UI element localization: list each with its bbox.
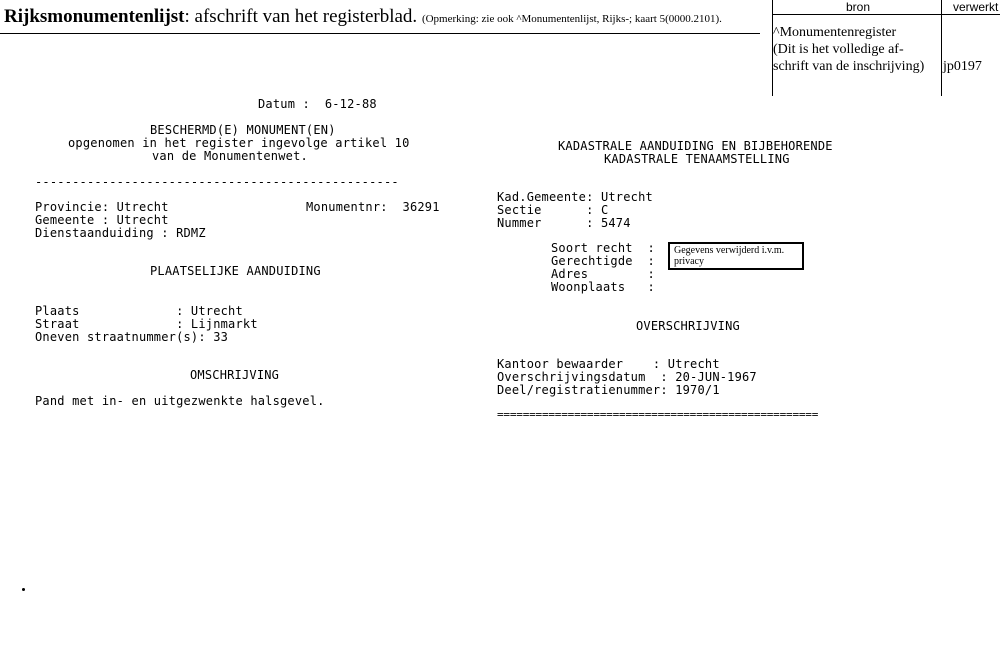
adres: Adres : [551, 267, 655, 281]
soort-recht: Soort recht : [551, 241, 655, 255]
separator-equals: ================================================== [497, 408, 819, 421]
heading-kadastrale-tenaamstelling: KADASTRALE TENAAMSTELLING [604, 152, 790, 166]
heading-kadastrale-aanduiding: KADASTRALE AANDUIDING EN BIJBEHORENDE [558, 139, 833, 153]
datum: Datum : 6-12-88 [258, 97, 377, 111]
omschrijving: Pand met in- en uitgezwenkte halsgevel. [35, 394, 325, 408]
monumentnr: Monumentnr: 36291 [306, 200, 440, 214]
title-bold: Rijksmonumentenlijst [4, 6, 185, 27]
heading-monumentenwet: van de Monumentenwet. [152, 149, 308, 163]
sectie: Sectie : C [497, 203, 609, 217]
bron-line-2: (Dit is het volledige af- [773, 42, 904, 57]
heading-overschrijving: OVERSCHRIJVING [636, 319, 740, 333]
plaats: Plaats : Utrecht [35, 304, 243, 318]
header-rule [0, 33, 760, 34]
heading-plaatselijke-aanduiding: PLAATSELIJKE AANDUIDING [150, 264, 321, 278]
verwerkt-value: jp0197 [943, 59, 982, 74]
heading-opgenomen: opgenomen in het register ingevolge artikel 10 [68, 136, 410, 150]
bron-line-1: ^Monumentenregister [773, 25, 897, 40]
document-title [4, 6, 722, 28]
title-note: (Opmerking: zie ook ^Monumentenlijst, Rijks-; kaart 5(0000.2101). [421, 13, 722, 25]
oneven-straatnummer: Oneven straatnummer(s): 33 [35, 330, 229, 344]
kantoor-bewaarder: Kantoor bewaarder : Utrecht [497, 357, 720, 371]
bron-line-3: schrift van de inschrijving) [773, 59, 925, 74]
provincie: Provincie: Utrecht [35, 200, 169, 214]
kad-gemeente: Kad.Gemeente: Utrecht [497, 190, 653, 204]
gemeente: Gemeente : Utrecht [35, 213, 169, 227]
privacy-notice: Gegevens verwijderd i.v.m. privacy [668, 242, 804, 270]
table-header-rule [772, 14, 1000, 15]
overschrijvingsdatum: Overschrijvingsdatum : 20-JUN-1967 [497, 370, 757, 384]
nummer: Nummer : 5474 [497, 216, 631, 230]
deel-registratienummer: Deel/registratienummer: 1970/1 [497, 383, 720, 397]
scan-dot [22, 588, 25, 591]
column-header-bron: bron [846, 0, 871, 14]
woonplaats: Woonplaats : [551, 280, 655, 294]
separator-dashes: ------------------------------------------------- [35, 175, 399, 189]
dienstaanduiding: Dienstaanduiding : RDMZ [35, 226, 206, 240]
column-header-verwerkt: verwerkt [953, 0, 999, 14]
title-rest: : afschrift van het registerblad. [184, 6, 418, 27]
heading-omschrijving: OMSCHRIJVING [190, 368, 280, 382]
straat: Straat : Lijnmarkt [35, 317, 258, 331]
heading-beschermd: BESCHERMD(E) MONUMENT(EN) [150, 123, 336, 137]
gerechtigde: Gerechtigde : [551, 254, 655, 268]
